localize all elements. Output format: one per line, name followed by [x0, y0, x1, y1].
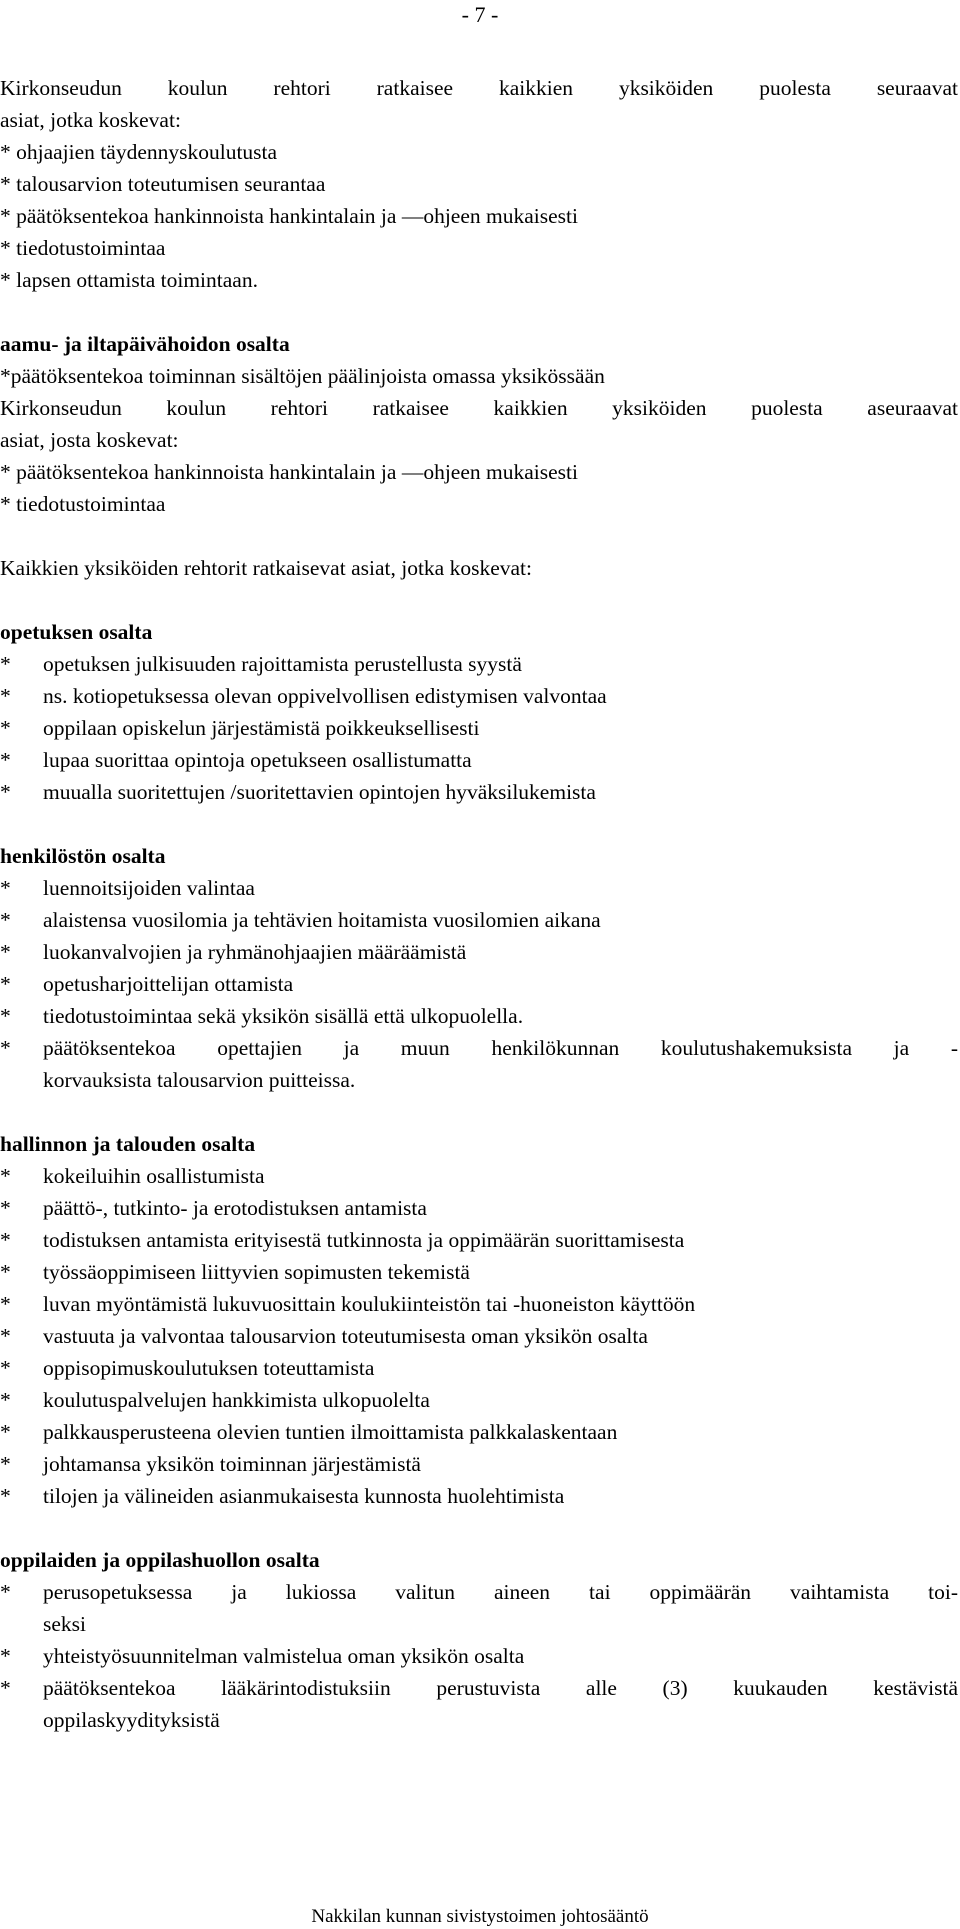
intro-item: * lapsen ottamista toimintaan.: [0, 268, 258, 292]
henkilosto-item-text: opetusharjoittelijan ottamista: [43, 972, 294, 996]
footer: Nakkilan kunnan sivistystoimen johtosääntö: [311, 1906, 649, 1927]
bullet-icon: *: [0, 1292, 11, 1316]
section-heading-oppilaat: oppilaiden ja oppilashuollon osalta: [0, 1548, 320, 1572]
bullet-icon: *: [0, 716, 11, 740]
oppilaat-item-text: perusopetuksessa ja lukiossa valitun aineen tai oppimäärän vaihtamista toi-: [43, 1580, 958, 1604]
bullet-icon: *: [0, 1580, 11, 1604]
bullet-icon: *: [0, 1484, 11, 1508]
aamu-item: * päätöksentekoa hankinnoista hankintalain ja —ohjeen mukaisesti: [0, 460, 578, 484]
page-number: - 7 -: [461, 2, 499, 27]
bullet-icon: *: [0, 652, 11, 676]
bullet-icon: *: [0, 1324, 11, 1348]
aamu-item: * tiedotustoimintaa: [0, 492, 166, 516]
hallinto-item-text: todistuksen antamista erityisestä tutkinnosta ja oppimäärän suorittamisesta: [43, 1228, 685, 1252]
intro-item: * tiedotustoimintaa: [0, 236, 166, 260]
opetus-item-text: oppilaan opiskelun järjestämistä poikkeuksellisesti: [43, 716, 480, 740]
intro-line-2: asiat, jotka koskevat:: [0, 108, 181, 132]
section-heading-aamu: aamu- ja iltapäivähoidon osalta: [0, 332, 290, 356]
intro-line-1: Kirkonseudun koulun rehtori ratkaisee kaikkien yksiköiden puolesta seuraavat: [0, 76, 958, 100]
bullet-icon: *: [0, 748, 11, 772]
intro-item: * ohjaajien täydennyskoulutusta: [0, 140, 278, 164]
hallinto-item-text: päättö-, tutkinto- ja erotodistuksen antamista: [43, 1196, 427, 1220]
bullet-icon: *: [0, 940, 11, 964]
bullet-icon: *: [0, 1420, 11, 1444]
hallinto-item-text: työssäoppimiseen liittyvien sopimusten tekemistä: [43, 1260, 470, 1284]
hallinto-item-text: tilojen ja välineiden asianmukaisesta kunnosta huolehtimista: [43, 1484, 565, 1508]
bullet-icon: *: [0, 1644, 11, 1668]
bullet-icon: *: [0, 1260, 11, 1284]
hallinto-item-text: palkkausperusteena olevien tuntien ilmoittamista palkkalaskentaan: [43, 1420, 618, 1444]
bullet-icon: *: [0, 1004, 11, 1028]
kaikkien-line: Kaikkien yksiköiden rehtorit ratkaisevat asiat, jotka koskevat:: [0, 556, 532, 580]
section-heading-henkilosto: henkilöstön osalta: [0, 844, 166, 868]
hallinto-item-text: oppisopimuskoulutuksen toteuttamista: [43, 1356, 375, 1380]
henkilosto-item-text: luokanvalvojien ja ryhmänohjaajien määräämistä: [43, 940, 467, 964]
hallinto-item-text: vastuuta ja valvontaa talousarvion toteutumisesta oman yksikön osalta: [43, 1324, 648, 1348]
oppilaat-item-text: seksi: [43, 1612, 86, 1636]
bullet-icon: *: [0, 908, 11, 932]
aamu-line-2: Kirkonseudun koulun rehtori ratkaisee kaikkien yksiköiden puolesta aseuraavat: [0, 396, 958, 420]
intro-item: * päätöksentekoa hankinnoista hankintalain ja —ohjeen mukaisesti: [0, 204, 578, 228]
bullet-icon: *: [0, 1228, 11, 1252]
intro-item: * talousarvion toteutumisen seurantaa: [0, 172, 326, 196]
hallinto-item-text: kokeiluihin osallistumista: [43, 1164, 265, 1188]
henkilosto-item-text: alaistensa vuosilomia ja tehtävien hoitamista vuosilomien aikana: [43, 908, 601, 932]
aamu-line-1: *päätöksentekoa toiminnan sisältöjen päälinjoista omassa yksikössään: [0, 364, 605, 388]
bullet-icon: *: [0, 1676, 11, 1700]
bullet-icon: *: [0, 1356, 11, 1380]
bullet-icon: *: [0, 1164, 11, 1188]
aamu-line-3: asiat, josta koskevat:: [0, 428, 179, 452]
bullet-icon: *: [0, 1452, 11, 1476]
oppilaat-item-text: oppilaskyydityksistä: [43, 1708, 220, 1732]
bullet-icon: *: [0, 684, 11, 708]
bullet-icon: *: [0, 1036, 11, 1060]
opetus-item-text: ns. kotiopetuksessa olevan oppivelvollisen edistymisen valvontaa: [43, 684, 607, 708]
bullet-icon: *: [0, 972, 11, 996]
henkilosto-item-text: päätöksentekoa opettajien ja muun henkilökunnan koulutushakemuksista ja -: [43, 1036, 958, 1060]
henkilosto-item-text: luennoitsijoiden valintaa: [43, 876, 255, 900]
bullet-icon: *: [0, 780, 11, 804]
bullet-icon: *: [0, 1388, 11, 1412]
opetus-item-text: opetuksen julkisuuden rajoittamista perustellusta syystä: [43, 652, 522, 676]
henkilosto-item-text: korvauksista talousarvion puitteissa.: [43, 1068, 356, 1092]
hallinto-item-text: luvan myöntämistä lukuvuosittain koulukiinteistön tai -huoneiston käyttöön: [43, 1292, 696, 1316]
opetus-item-text: lupaa suorittaa opintoja opetukseen osallistumatta: [43, 748, 472, 772]
opetus-item-text: muualla suoritettujen /suoritettavien opintojen hyväksilukemista: [43, 780, 596, 804]
hallinto-item-text: koulutuspalvelujen hankkimista ulkopuolelta: [43, 1388, 430, 1412]
bullet-icon: *: [0, 876, 11, 900]
oppilaat-item-text: päätöksentekoa lääkärintodistuksiin perustuvista alle (3) kuukauden kestävistä: [43, 1676, 958, 1700]
section-heading-hallinto: hallinnon ja talouden osalta: [0, 1132, 256, 1156]
oppilaat-item-text: yhteistyösuunnitelman valmistelua oman yksikön osalta: [43, 1644, 525, 1668]
bullet-icon: *: [0, 1196, 11, 1220]
hallinto-item-text: johtamansa yksikön toiminnan järjestämistä: [43, 1452, 421, 1476]
section-heading-opetus: opetuksen osalta: [0, 620, 153, 644]
henkilosto-item-text: tiedotustoimintaa sekä yksikön sisällä että ulkopuolella.: [43, 1004, 524, 1028]
